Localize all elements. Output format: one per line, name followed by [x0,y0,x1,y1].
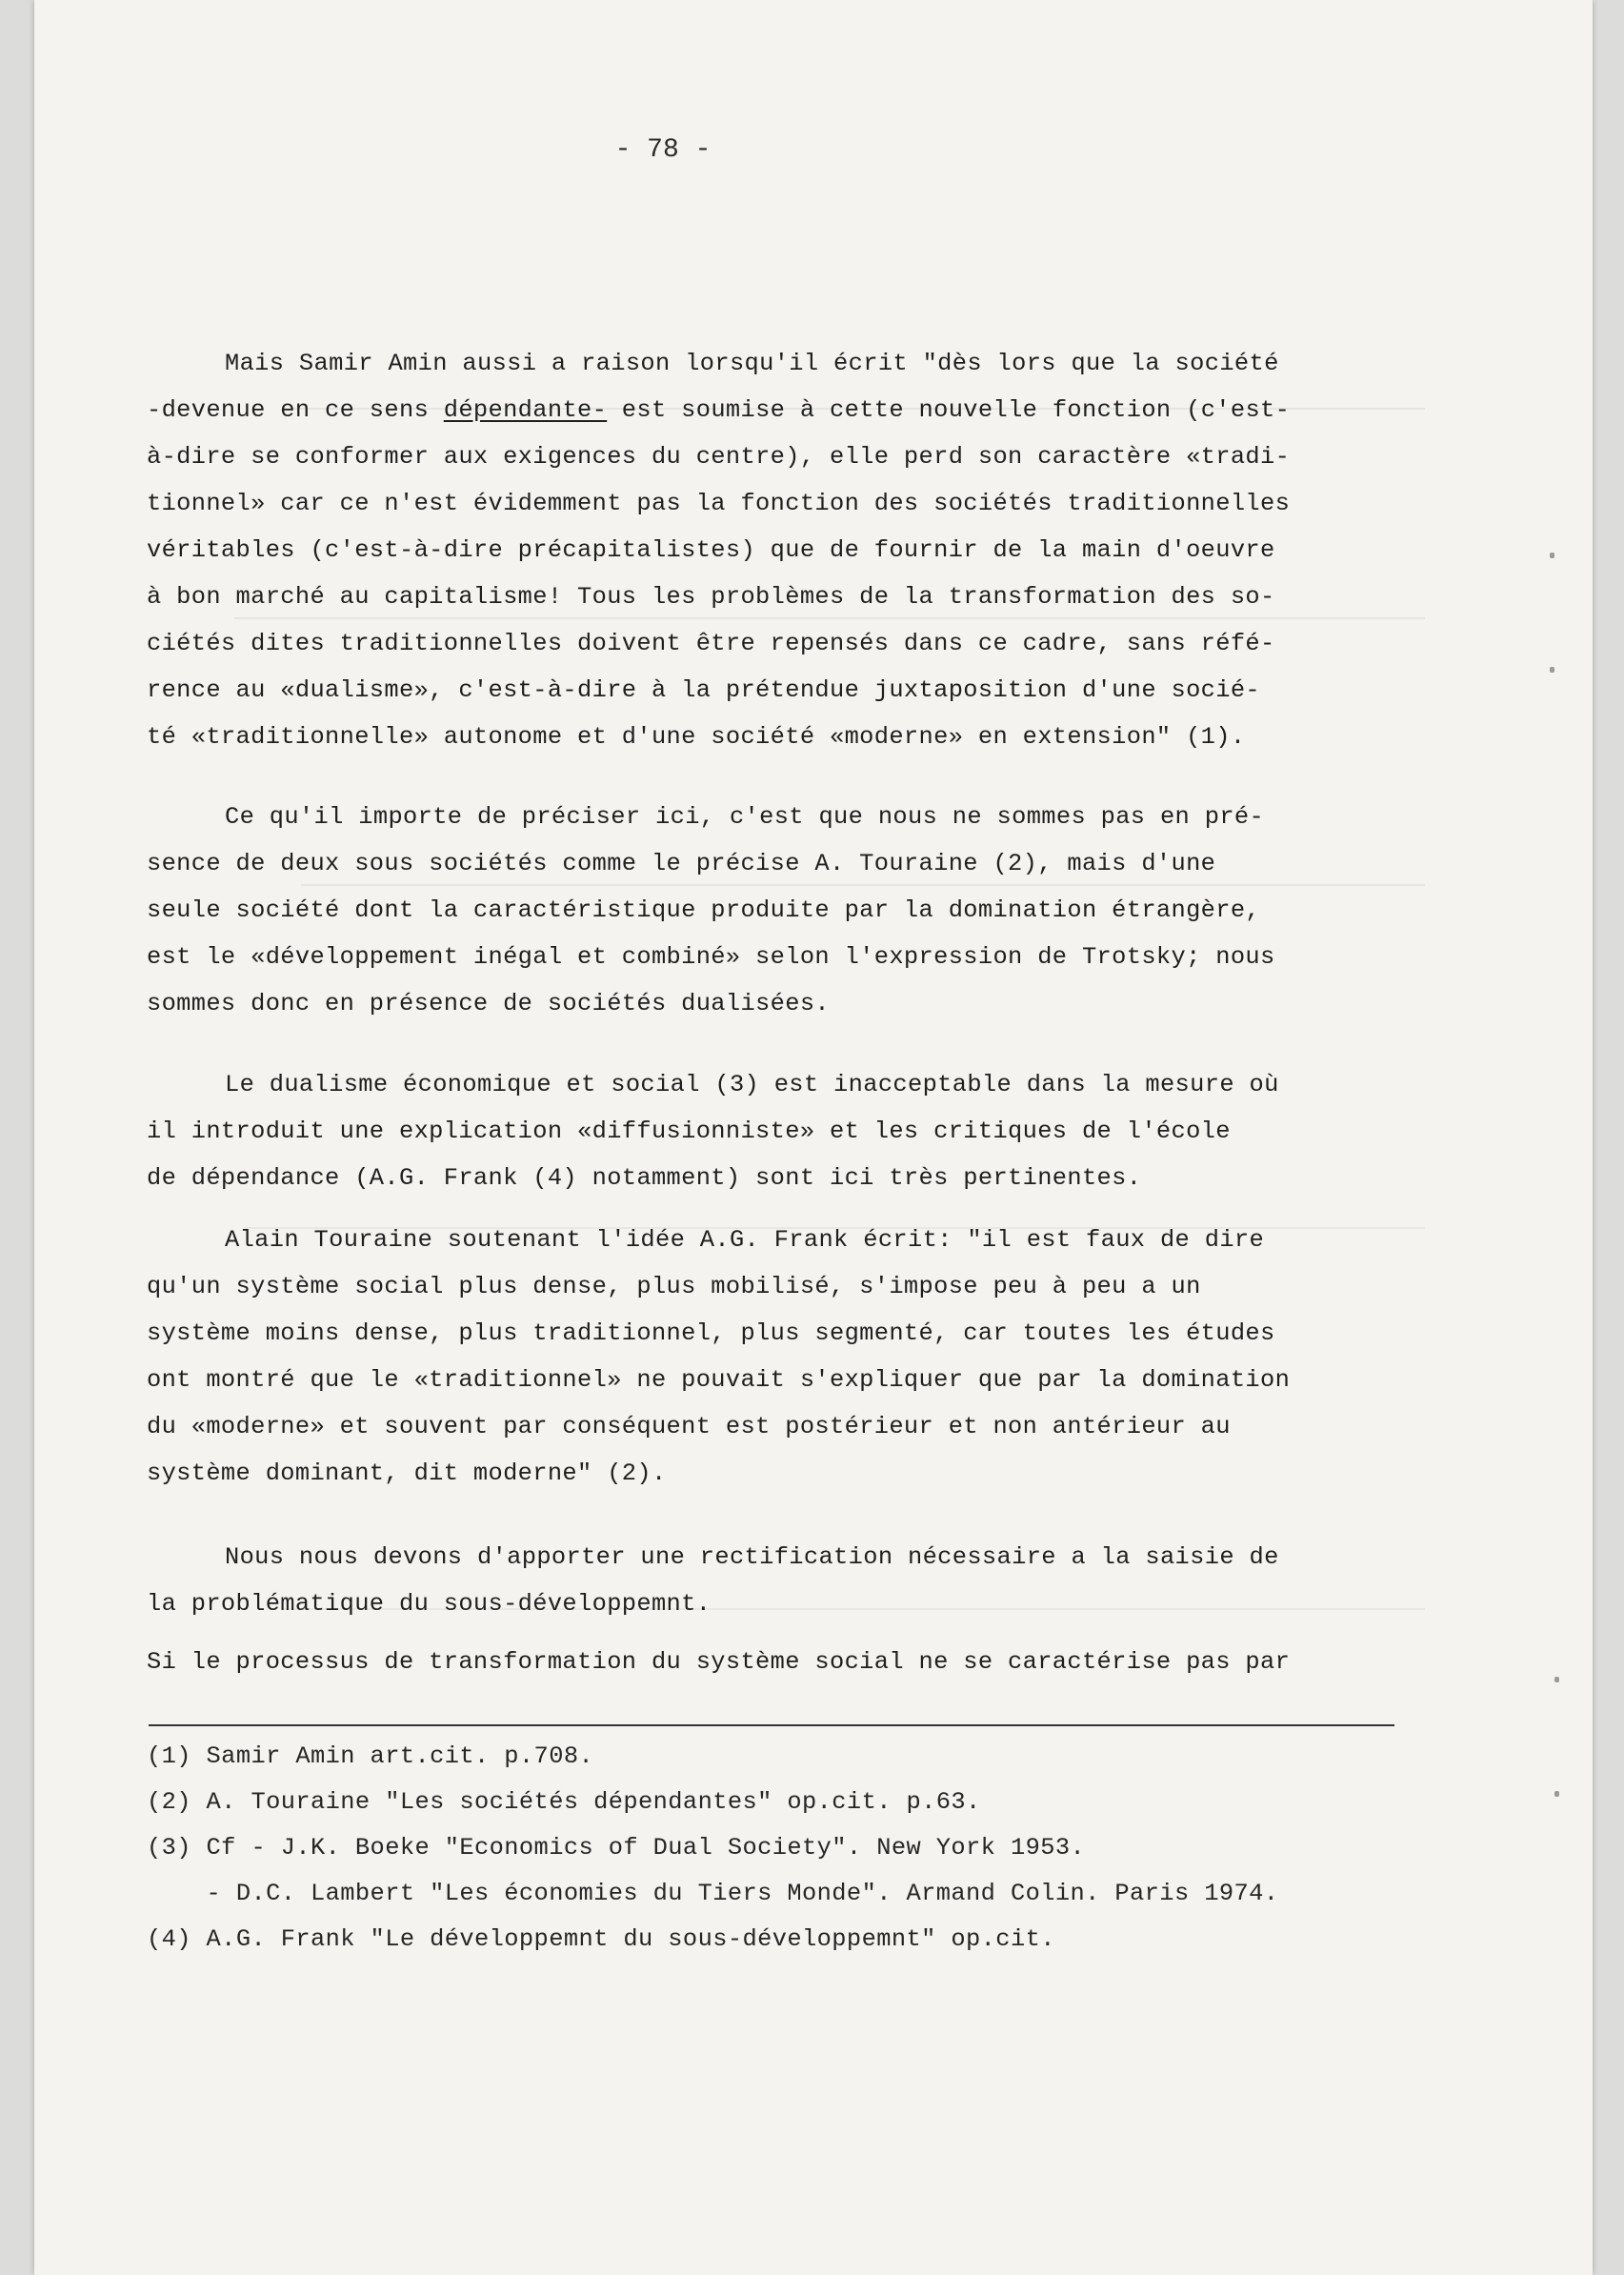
text-line: ont montré que le «traditionnel» ne pouvait s'expliquer que par la domination [147,1366,1291,1394]
text-line: véritables (c'est-à-dire précapitalistes) que de fournir de la main d'oeuvre [147,536,1275,564]
footnote: - D.C. Lambert "Les économies du Tiers Monde". Armand Colin. Paris 1974. [147,1880,1279,1907]
text-line: système dominant, dit moderne" (2). [147,1460,667,1487]
text-line: qu'un système social plus dense, plus mobilisé, s'impose peu à peu a un [147,1273,1201,1300]
underlined-word: dépendante- [443,396,608,424]
scan-mark [1550,667,1554,673]
footnote: (1) Samir Amin art.cit. p.708. [147,1742,594,1770]
text-line: Mais Samir Amin aussi a raison lorsqu'il écrit "dès lors que la société [225,350,1279,377]
text-line [147,396,1290,424]
text-line: seule société dont la caractéristique produite par la domination étrangère, [147,896,1261,924]
footnote: (2) A. Touraine "Les sociétés dépendantes" op.cit. p.63. [147,1788,981,1816]
footnote-separator [149,1724,1394,1726]
text-line: tionnel» car ce n'est évidemment pas la fonction des sociétés traditionnelles [147,490,1291,517]
text-line: Nous nous devons d'apporter une rectification nécessaire a la saisie de [225,1543,1279,1571]
text-line: système moins dense, plus traditionnel, plus segmenté, car toutes les études [147,1319,1275,1347]
text-line: té «traditionnelle» autonome et d'une société «moderne» en extension" (1). [147,723,1246,751]
text-line: Alain Touraine soutenant l'idée A.G. Frank écrit: "il est faux de dire [225,1226,1265,1254]
text-line: à-dire se conformer aux exigences du centre), elle perd son caractère «tradi- [147,443,1291,471]
text-line: Si le processus de transformation du système social ne se caractérise pas par [147,1648,1291,1676]
text-line: Ce qu'il importe de préciser ici, c'est que nous ne sommes pas en pré- [225,803,1265,831]
text-line: ciétés dites traditionnelles doivent être repensés dans ce cadre, sans réfé- [147,630,1275,657]
text-line: Le dualisme économique et social (3) est inacceptable dans la mesure où [225,1071,1279,1098]
footnote: (3) Cf - J.K. Boeke "Economics of Dual Society". New York 1953. [147,1834,1086,1862]
text-line: il introduit une explication «diffusionniste» et les critiques de l'école [147,1117,1231,1145]
scan-mark [1550,553,1554,558]
text-line: à bon marché au capitalisme! Tous les problèmes de la transformation des so- [147,583,1275,611]
text-line: rence au «dualisme», c'est-à-dire à la prétendue juxtaposition d'une socié- [147,676,1261,704]
text-line: la problématique du sous-développemnt. [147,1590,712,1618]
scan-mark [1554,1677,1559,1682]
document-page [34,0,1593,2275]
text-segment: -devenue en ce sens [147,396,444,424]
text-line: sommes donc en présence de sociétés dualisées. [147,990,830,1017]
page-number: - 78 - [614,135,712,165]
text-line: sence de deux sous sociétés comme le précise A. Touraine (2), mais d'une [147,850,1216,877]
text-line: de dépendance (A.G. Frank (4) notamment) sont ici très pertinentes. [147,1164,1142,1192]
text-line: est le «développement inégal et combiné» selon l'expression de Trotsky; nous [147,943,1275,971]
text-segment: est soumise à cette nouvelle fonction (c'est- [607,396,1291,424]
text-line: du «moderne» et souvent par conséquent est postérieur et non antérieur au [147,1413,1231,1440]
footnote: (4) A.G. Frank "Le développemnt du sous-développemnt" op.cit. [147,1925,1055,1953]
scan-mark [1554,1791,1559,1797]
